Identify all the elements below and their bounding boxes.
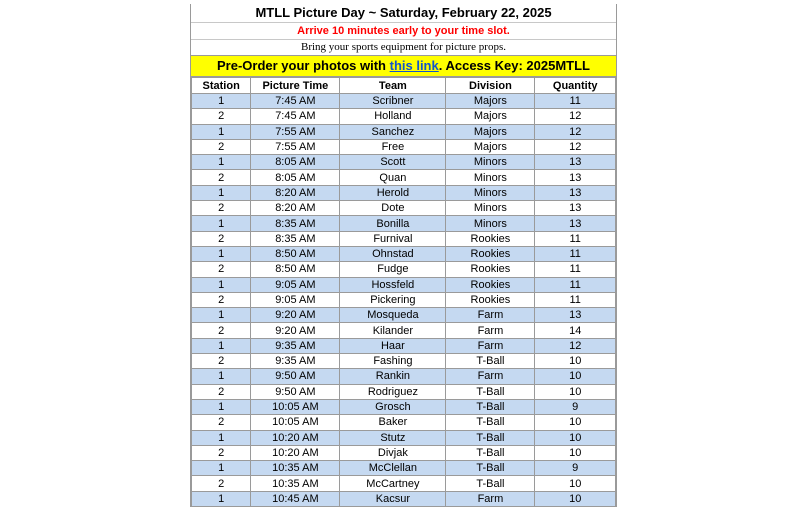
division-cell: Rookies [446,292,535,307]
division-cell: T-Ball [446,476,535,491]
picture-time-cell: 7:45 AM [251,109,340,124]
table-row [192,262,616,277]
team-cell: Rankin [340,369,446,384]
station-cell: 1 [192,491,251,506]
division-cell: Minors [446,216,535,231]
division-cell: T-Ball [446,399,535,414]
station-cell: 2 [192,139,251,154]
picture-time-cell: 10:45 AM [251,491,340,506]
division-cell: Minors [446,155,535,170]
schedule-sheet [190,4,617,507]
division-cell: Majors [446,109,535,124]
picture-time-cell: 7:55 AM [251,124,340,139]
arrive-note: Arrive 10 minutes early to your time slot. [191,23,616,40]
team-cell: Grosch [340,399,446,414]
quantity-cell: 10 [535,445,616,460]
division-cell: T-Ball [446,445,535,460]
team-cell: McClellan [340,461,446,476]
division-cell: Farm [446,491,535,506]
table-row [192,277,616,292]
table-row [192,338,616,353]
table-row [192,185,616,200]
picture-time-cell: 9:50 AM [251,384,340,399]
table-row [192,445,616,460]
quantity-cell: 10 [535,369,616,384]
table-row [192,461,616,476]
team-cell: Dote [340,201,446,216]
team-cell: Kilander [340,323,446,338]
table-row [192,491,616,506]
team-cell: Rodriguez [340,384,446,399]
table-row [192,399,616,414]
quantity-cell: 10 [535,354,616,369]
team-cell: Furnival [340,231,446,246]
picture-time-cell: 9:35 AM [251,338,340,353]
station-cell: 2 [192,109,251,124]
station-cell: 2 [192,262,251,277]
picture-time-cell: 9:05 AM [251,277,340,292]
station-cell: 2 [192,476,251,491]
quantity-cell: 12 [535,124,616,139]
quantity-cell: 11 [535,262,616,277]
station-cell: 2 [192,231,251,246]
station-cell: 1 [192,216,251,231]
station-cell: 2 [192,201,251,216]
preorder-prefix: Pre-Order your photos with [216,58,390,73]
team-cell: Fudge [340,262,446,277]
division-cell: Farm [446,369,535,384]
preorder-suffix: . Access Key: 2025MTLL [438,58,590,73]
quantity-cell: 10 [535,430,616,445]
quantity-cell: 14 [535,323,616,338]
team-cell: Herold [340,185,446,200]
quantity-cell: 12 [535,338,616,353]
station-cell: 1 [192,185,251,200]
station-cell: 2 [192,323,251,338]
division-cell: Rookies [446,231,535,246]
quantity-cell: 13 [535,216,616,231]
division-cell: T-Ball [446,415,535,430]
picture-time-cell: 8:20 AM [251,201,340,216]
column-header-picture-time: Picture Time [251,78,340,94]
station-cell: 2 [192,415,251,430]
team-cell: Sanchez [340,124,446,139]
table-row [192,354,616,369]
table-row [192,94,616,109]
team-cell: Free [340,139,446,154]
team-cell: Holland [340,109,446,124]
quantity-cell: 11 [535,231,616,246]
quantity-cell: 11 [535,277,616,292]
preorder-link[interactable]: this link [389,58,439,73]
picture-time-cell: 7:45 AM [251,94,340,109]
table-row [192,170,616,185]
division-cell: Rookies [446,277,535,292]
team-cell: Kacsur [340,491,446,506]
picture-time-cell: 10:20 AM [251,445,340,460]
page-title: MTLL Picture Day ~ Saturday, February 22, 2025 [191,4,616,23]
quantity-cell: 12 [535,139,616,154]
division-cell: Majors [446,94,535,109]
table-row [192,155,616,170]
station-cell: 2 [192,170,251,185]
station-cell: 1 [192,369,251,384]
station-cell: 2 [192,384,251,399]
station-cell: 2 [192,354,251,369]
table-row [192,246,616,261]
station-cell: 1 [192,155,251,170]
column-header-quantity: Quantity [535,78,616,94]
picture-time-cell: 10:05 AM [251,399,340,414]
picture-time-cell: 10:35 AM [251,476,340,491]
team-cell: Scribner [340,94,446,109]
quantity-cell: 10 [535,384,616,399]
quantity-cell: 10 [535,415,616,430]
quantity-cell: 9 [535,399,616,414]
picture-time-cell: 10:35 AM [251,461,340,476]
station-cell: 1 [192,399,251,414]
picture-time-cell: 9:20 AM [251,323,340,338]
picture-time-cell: 10:05 AM [251,415,340,430]
station-cell: 1 [192,277,251,292]
quantity-cell: 11 [535,292,616,307]
table-row [192,216,616,231]
team-cell: Haar [340,338,446,353]
division-cell: Majors [446,124,535,139]
table-row [192,292,616,307]
quantity-cell: 13 [535,170,616,185]
picture-time-cell: 10:20 AM [251,430,340,445]
picture-time-cell: 9:35 AM [251,354,340,369]
quantity-cell: 10 [535,476,616,491]
quantity-cell: 10 [535,491,616,506]
picture-time-cell: 9:20 AM [251,308,340,323]
column-header-division: Division [446,78,535,94]
picture-time-cell: 8:35 AM [251,216,340,231]
table-row [192,415,616,430]
team-cell: Fashing [340,354,446,369]
station-cell: 1 [192,430,251,445]
division-cell: Minors [446,185,535,200]
division-cell: Farm [446,323,535,338]
station-cell: 1 [192,94,251,109]
header-row [192,78,616,94]
division-cell: Farm [446,308,535,323]
picture-time-cell: 7:55 AM [251,139,340,154]
division-cell: T-Ball [446,384,535,399]
quantity-cell: 13 [535,185,616,200]
picture-time-cell: 9:05 AM [251,292,340,307]
table-row [192,109,616,124]
team-cell: McCartney [340,476,446,491]
team-cell: Divjak [340,445,446,460]
column-header-team: Team [340,78,446,94]
team-cell: Pickering [340,292,446,307]
station-cell: 1 [192,308,251,323]
station-cell: 1 [192,124,251,139]
team-cell: Bonilla [340,216,446,231]
table-row [192,139,616,154]
division-cell: Rookies [446,246,535,261]
division-cell: T-Ball [446,354,535,369]
quantity-cell: 9 [535,461,616,476]
picture-time-cell: 8:50 AM [251,246,340,261]
division-cell: T-Ball [446,461,535,476]
quantity-cell: 11 [535,94,616,109]
team-cell: Hossfeld [340,277,446,292]
quantity-cell: 11 [535,246,616,261]
team-cell: Scott [340,155,446,170]
team-cell: Mosqueda [340,308,446,323]
station-cell: 1 [192,246,251,261]
table-row [192,369,616,384]
division-cell: Majors [446,139,535,154]
team-cell: Stutz [340,430,446,445]
schedule-table [191,77,616,507]
team-cell: Ohnstad [340,246,446,261]
quantity-cell: 13 [535,308,616,323]
picture-time-cell: 8:35 AM [251,231,340,246]
picture-time-cell: 8:05 AM [251,170,340,185]
team-cell: Quan [340,170,446,185]
table-row [192,384,616,399]
table-row [192,430,616,445]
column-header-station: Station [192,78,251,94]
station-cell: 2 [192,292,251,307]
station-cell: 1 [192,461,251,476]
table-row [192,231,616,246]
division-cell: Farm [446,338,535,353]
picture-time-cell: 9:50 AM [251,369,340,384]
picture-time-cell: 8:20 AM [251,185,340,200]
table-row [192,476,616,491]
division-cell: T-Ball [446,430,535,445]
quantity-cell: 13 [535,155,616,170]
table-row [192,308,616,323]
quantity-cell: 13 [535,201,616,216]
division-cell: Minors [446,170,535,185]
team-cell: Baker [340,415,446,430]
quantity-cell: 12 [535,109,616,124]
station-cell: 2 [192,445,251,460]
division-cell: Rookies [446,262,535,277]
division-cell: Minors [446,201,535,216]
picture-time-cell: 8:05 AM [251,155,340,170]
table-row [192,124,616,139]
table-row [192,323,616,338]
equipment-note: Bring your sports equipment for picture props. [191,40,616,56]
picture-time-cell: 8:50 AM [251,262,340,277]
table-row [192,201,616,216]
preorder-banner [191,56,616,77]
station-cell: 1 [192,338,251,353]
